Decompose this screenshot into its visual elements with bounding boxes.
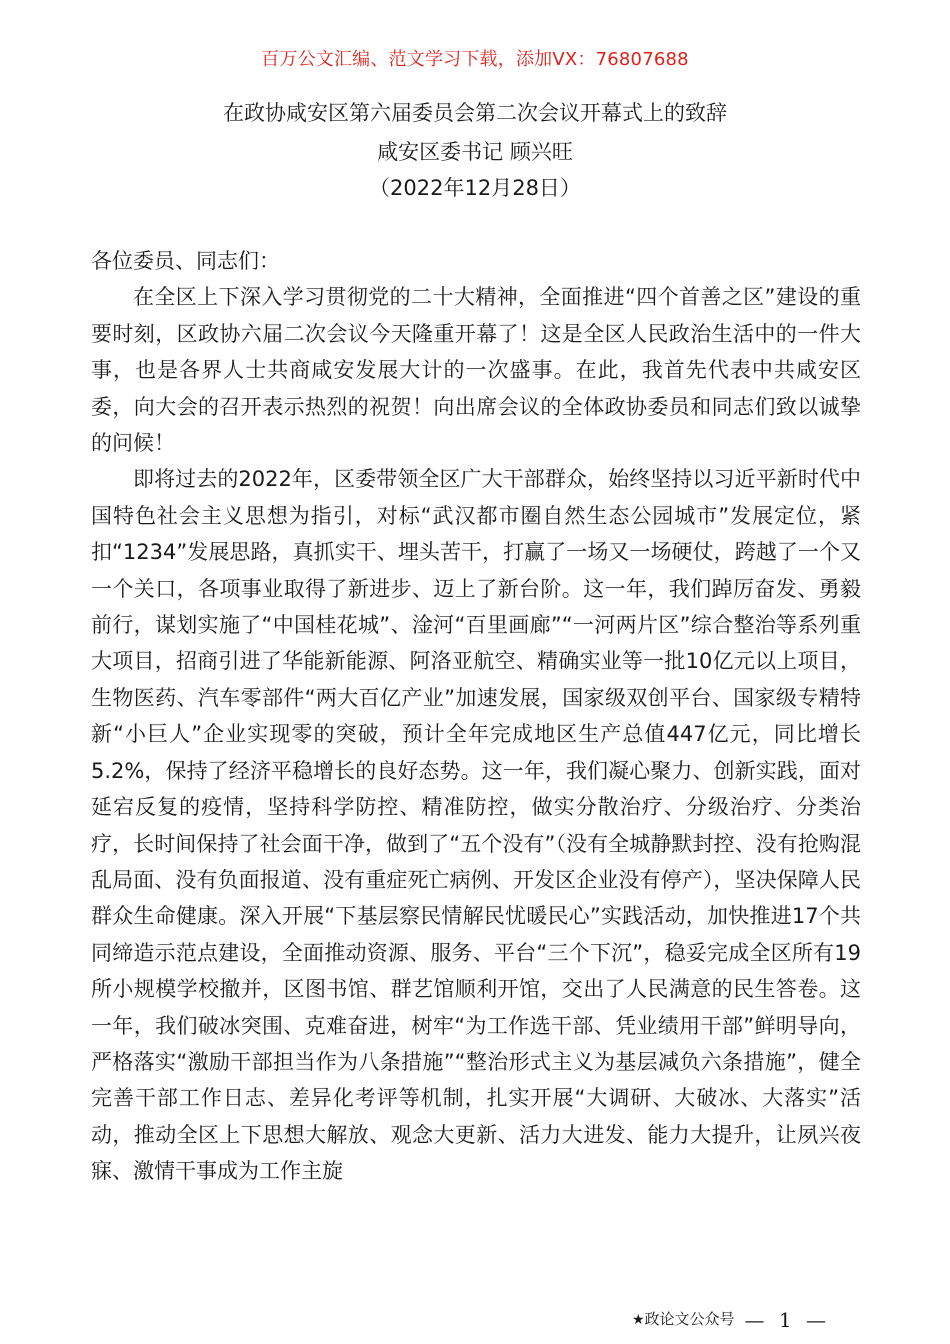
page-footer bbox=[632, 1308, 830, 1331]
paragraph: 即将过去的2022年，区委带领全区广大干部群众，始终坚持以习近平新时代中国特色社会主义思想为指引，对标“武汉都市圈自然生态公园城市”发展定位，紧扣“1234”发展思路，真抓实干、埋头苦干，打赢了一场又一场硬仗，跨越了一个又一个关口，各项事业取得了新进步、迈上了新台阶。这一年，我们踔厉奋发、勇毅前行，谋划实施了“中国桂花城”、淦河“百里画廊”“一河两片区”综合整治等系列重大项目，招商引进了华能新能源、阿洛亚航空、精确实业等一批10亿元以上项目，生物医药、汽车零部件“两大百亿产业”加速发展，国家级双创平台、国家级专精特新“小巨人”企业实现零的突破，预计全年完成地区生产总值447亿元，同比增长5.2%，保持了经济平稳增长的良好态势。这一年，我们凝心聚力、创新实践，面对延宕反复的疫情，坚持科学防控、精准防控，做实分散治疗、分级治疗、分类治疗，长时间保持了社会面干净，做到了“五个没有”（没有全城静默封控、没有抢购混乱局面、没有负面报道、没有重症死亡病例、开发区企业没有停产），坚决保障人民群众生命健康。深入开展“下基层察民情解民忧暖民心”实践活动，加快推进17个共同缔造示范点建设，全面推动资源、服务、平台“三个下沉”，稳妥完成全区所有19所小规模学校撤并，区图书馆、群艺馆顺利开馆，交出了人民满意的民生答卷。这一年，我们破冰突围、克难奋进，树牢“为工作选干部、凭业绩用干部”鲜明导向，严格落实“激励干部担当作为八条措施”“整治形式主义为基层减负六条措施”，健全完善干部工作日志、差异化考评等机制，扎实开展“大调研、大破冰、大落实”活动，推动全区上下思想大解放、观念大更新、活力大进发、能力大提升，让夙兴夜寐、激情干事成为工作主旋 bbox=[91, 467, 861, 1184]
paragraph: 在全区上下深入学习贯彻党的二十大精神，全面推进“四个首善之区”建设的重要时刻，区政协六届二次会议今天隆重开幕了！这是全区人民政治生活中的一件大事，也是各界人士共商咸安发展大计的一次盛事。在此，我首先代表中共咸安区委，向大会的召开表示热烈的祝贺！向出席会议的全体政协委员和同志们致以诚挚的问候！ bbox=[91, 285, 861, 456]
speech-body bbox=[91, 243, 861, 1190]
source-label: ★政论文公众号 bbox=[631, 1310, 735, 1328]
speech-author: 咸安区委书记 顾兴旺 bbox=[377, 140, 573, 164]
speech-date: （2022年12月28日） bbox=[369, 176, 581, 200]
page-number: — 1 — bbox=[744, 1307, 830, 1332]
salutation: 各位委员、同志们： bbox=[91, 249, 280, 273]
star-icon: ★ bbox=[631, 1312, 645, 1328]
promo-banner: 百万公文汇编、范文学习下载，添加VX：76807688 bbox=[261, 49, 689, 70]
speech-title: 在政协咸安区第六届委员会第二次会议开幕式上的致辞 bbox=[223, 101, 727, 125]
